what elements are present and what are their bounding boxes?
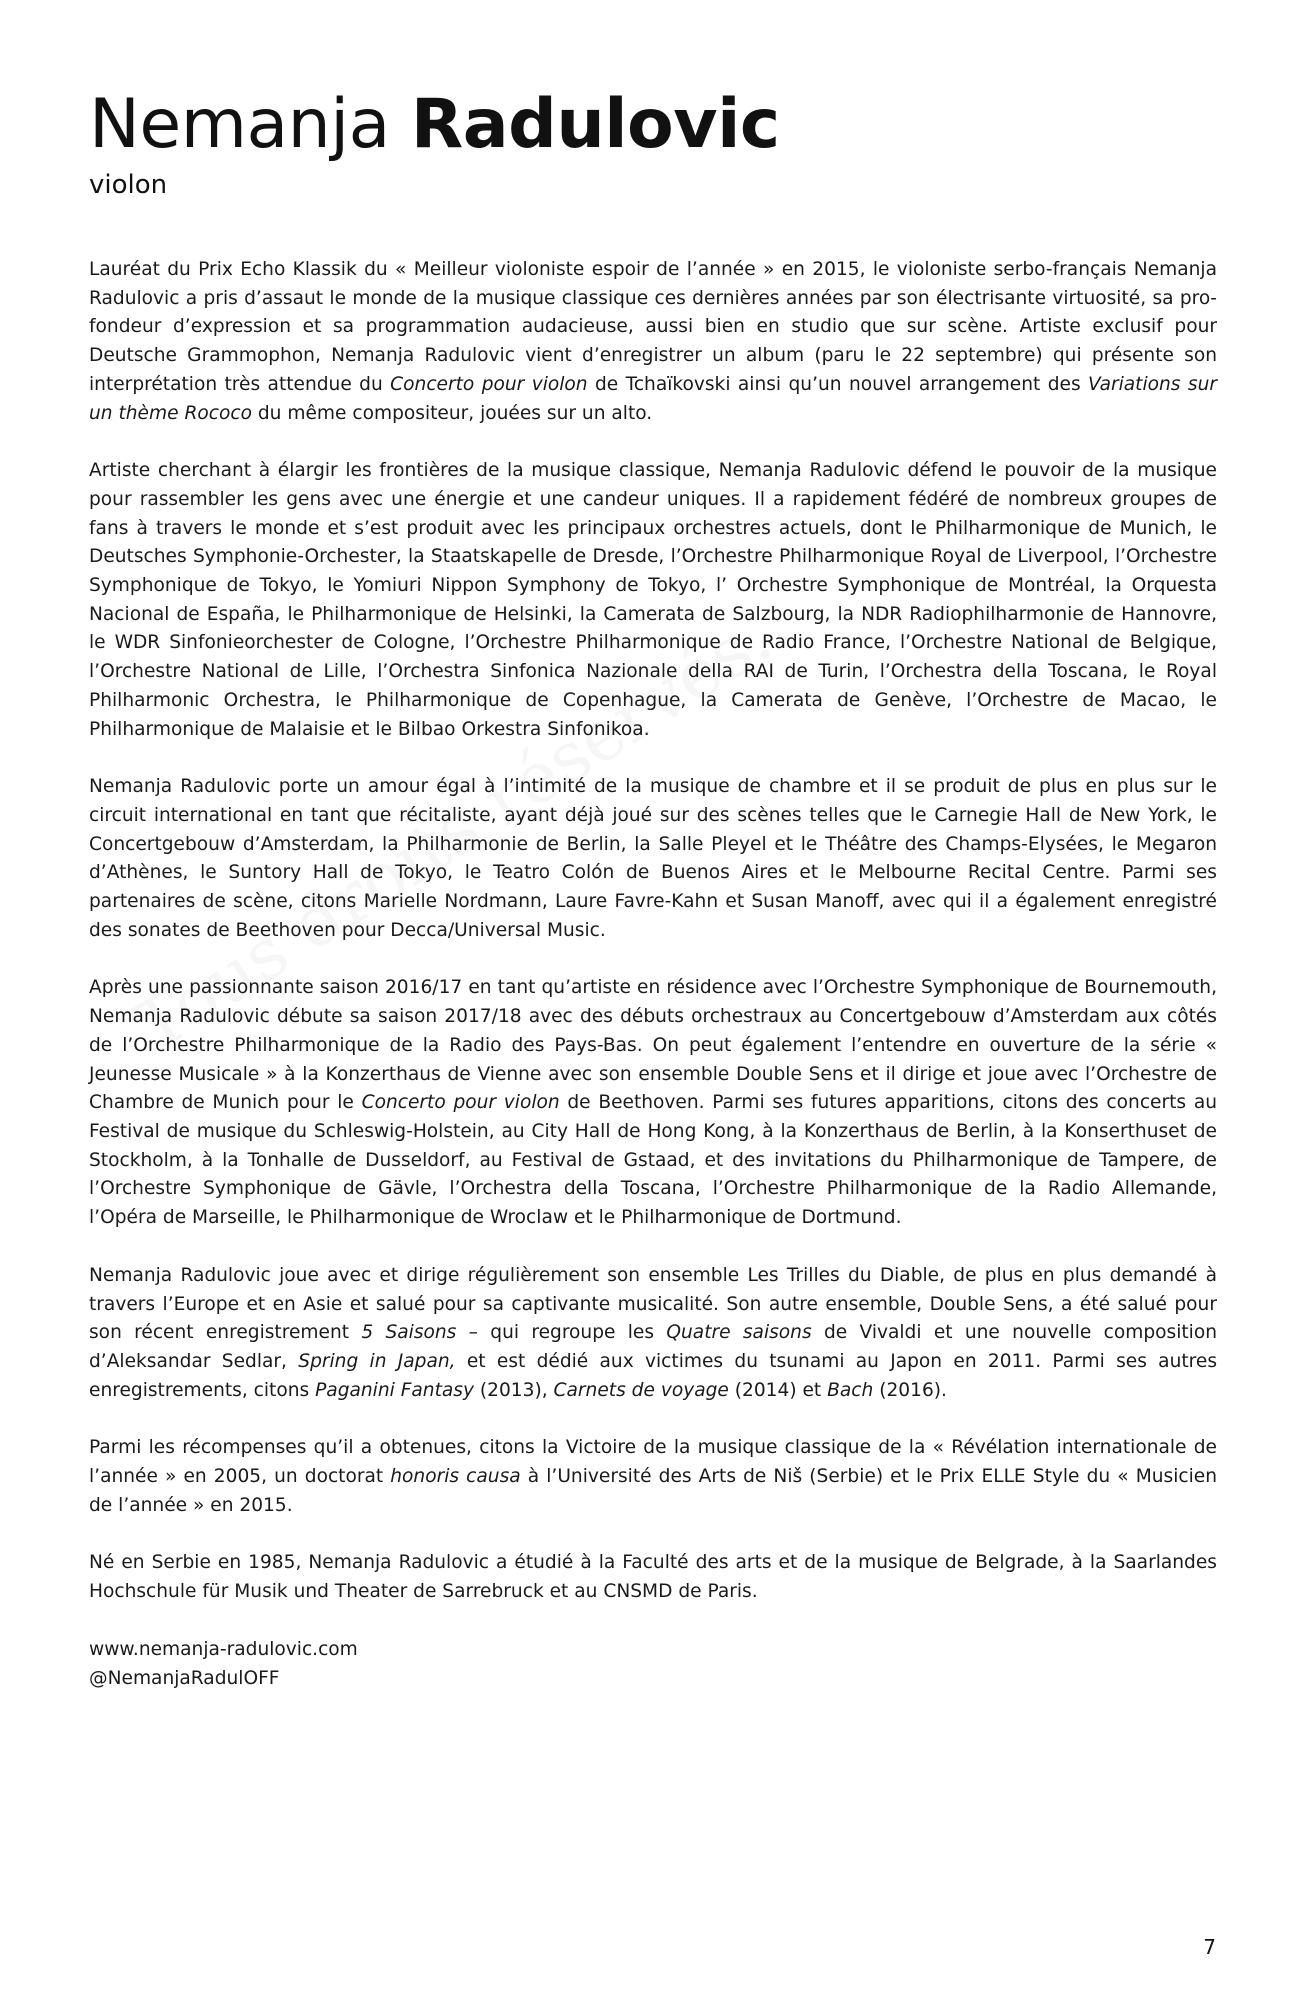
text-segment: (2014) et — [728, 1379, 828, 1401]
italic-title: Spring in Japan, — [298, 1350, 456, 1372]
text-segment: (2013), — [473, 1379, 554, 1401]
biography-paragraph — [89, 773, 1217, 945]
text-segment: à l’Université des Arts de Niš (Serbie) et le Prix ELLE Style du « Musicien de l’année » en 2015. — [89, 1466, 1218, 1516]
biography-paragraph — [89, 1262, 1217, 1406]
biography-paragraph — [89, 974, 1217, 1232]
italic-title: Paganini Fantasy — [315, 1379, 474, 1401]
text-segment: Né en Serbie en 1985, Nemanja Radulovic a étudié à la Faculté des arts et de la musique de Belgrade, à la Saarlandes Hochschule für Musik und Theater de Sarrebruck et au CNSMD de Paris. — [89, 1552, 1217, 1603]
artist-name — [89, 82, 1217, 168]
text-segment: Nemanja Radulovic joue avec et dirige régulièrement son ensemble Les Trilles du Diable, de plus en plus demandé à travers l’Europe et en Asie et salué pour sa captivante musicalité. Son autre ensemble, Double Sens, a été salué pour son récent enregistrement — [89, 1264, 1217, 1344]
biography-content — [89, 82, 1217, 1693]
italic-title: Concerto pour violon — [390, 373, 588, 395]
artist-last-name: Radulovic — [410, 85, 780, 164]
biography-paragraph — [89, 1434, 1217, 1520]
text-segment: de Beethoven. Parmi ses futures apparitions, citons des concerts au Festival de musique du Schleswig-Holstein, au City Hall de Hong Kong, à la Konzerthaus de Berlin, à la Konserthuset de Stockholm, à la Tonhalle de Dusseldorf, au Festival de Gstaad, et des invitations du Philharmonique de Tampere, de l’Orchestre Symphonique de Gävle, l’Orchestra della Toscana, l’Orchestre Philharmonique de la Radio Allemande, l’Opéra de Marseille, le Philharmonique de Wroclaw et le Philharmonique de Dortmund. — [89, 1092, 1218, 1229]
text-segment: du même compositeur, jouées sur un alto. — [251, 402, 653, 424]
website-link[interactable]: www.nemanja-radulovic.com — [89, 1638, 358, 1660]
text-segment: de Tchaïkovski ainsi qu’un nouvel arrangement des — [587, 373, 1089, 395]
text-segment: et est dédié aux victimes du tsunami au Japon en 2011. Parmi ses autres enregistrements, citons — [89, 1350, 1218, 1401]
italic-title: honoris causa — [390, 1466, 521, 1488]
biography-paragraph — [89, 256, 1217, 428]
text-segment: Lauréat du Prix Echo Klassik du « Meilleur violoniste espoir de l’année » en 2015, le violoniste serbo-français Nemanja Radulovic a pris d’assaut le monde de la musique classique ces dernières années par son électrisante virtuosité, sa profondeur d’expression et sa programmation audacieuse, aussi bien en studio que sur scène. Artiste exclusif pour Deutsche Grammophon, Nemanja Radulovic vient d’enregistrer un album (paru le 22 septembre) qui présente son interprétation très attendue du — [89, 259, 1217, 395]
text-segment: (2016). — [873, 1379, 947, 1401]
italic-title: 5 Saisons — [361, 1322, 457, 1344]
biography-paragraph — [89, 457, 1217, 744]
italic-title: Variations sur un thème Rococo — [89, 373, 1217, 424]
biography-paragraphs — [89, 256, 1217, 1607]
text-segment: – qui regroupe les — [456, 1322, 667, 1344]
social-handle[interactable]: @NemanjaRadulOFF — [89, 1667, 280, 1689]
artist-first-name: Nemanja — [89, 85, 390, 164]
text-segment: Nemanja Radulovic porte un amour égal à l’intimité de la musique de chambre et il se produit de plus en plus sur le circuit international en tant que récitaliste, ayant déjà joué sur des scènes telles que le Carnegie Hall de New York, le Concertgebouw d’Amsterdam, la Philharmonie de Berlin, la Salle Pleyel et le Théâtre des Champs-Elysées, le Megaron d’Athènes, le Suntory Hall de Tokyo, le Teatro Colón de Buenos Aires et le Melbourne Recital Centre. Parmi ses partenaires de scène, citons Marielle Nordmann, Laure Favre-Kahn et Susan Manoff, avec qui il a également enregistré des sonates de Beethoven pour Decca/Universal Music. — [89, 776, 1217, 941]
text-segment: Parmi les récompenses qu’il a obtenues, citons la Victoire de la musique classique de la « Révélation internationale de l’année » en 2005, un doctorat — [89, 1437, 1217, 1488]
text-segment: Après une passionnante saison 2016/17 en tant qu’artiste en résidence avec l’Orchestre Symphonique de Bournemouth, Nemanja Radulovic débute sa saison 2017/18 avec des débuts orchestraux au Concertgebouw d’Amsterdam aux côtés de l’Orchestre Philharmonique de la Radio des Pays-Bas. On peut également l’entendre en ouverture de la série « Jeunesse Musicale » à la Konzerthaus de Vienne avec son ensemble Double Sens et il dirige et joue avec l’Orchestre de Chambre de Munich pour le — [89, 977, 1217, 1114]
italic-title: Quatre saisons — [666, 1322, 812, 1344]
biography-paragraph — [89, 1549, 1217, 1606]
page-number: 7 — [1203, 1935, 1216, 1959]
italic-title: Bach — [827, 1379, 874, 1401]
italic-title: Carnets de voyage — [553, 1379, 729, 1401]
italic-title: Concerto pour violon — [361, 1092, 560, 1114]
artist-instrument: violon — [89, 170, 168, 200]
text-segment: Artiste cherchant à élargir les frontières de la musique classique, Nemanja Radulovic défend le pouvoir de la musique pour rassembler les gens avec une énergie et une candeur uniques. Il a rapidement fédéré de nombreux groupes de fans à travers le monde et s’est produit avec les principaux orchestres actuels, dont le Philharmonique de Munich, le Deutsches Symphonie-Orchester, la Staatskapelle de Dresde, l’Orchestre Philharmonique Royal de Liverpool, l’Orchestre Symphonique de Tokyo, le Yomiuri Nippon Symphony de Tokyo, l’ Orchestre Symphonique de Montréal, la Orquesta Nacional de España, le Philharmonique de Helsinki, la Camerata de Salzbourg, la NDR Radiophilharmonie de Hannovre, le WDR Sinfonieorchester de Cologne, l’Orchestre Philharmonique de Radio France, l’Orchestre National de Belgique, l’Orchestre National de Lille, l’Orchestra Sinfonica Nazionale della RAI de Turin, l’Orchestra della Toscana, le Royal Philharmonic Orchestra, le Philharmonique de Copenhague, la Camerata de Genève, l’Orchestre de Macao, le Philharmonique de Malaisie et le Bilbao Orkestra Sinfonikoa. — [89, 460, 1217, 740]
text-segment: de Vivaldi et une nouvelle composition d’Aleksandar Sedlar, — [89, 1322, 1218, 1372]
contact-links — [89, 1636, 1217, 1693]
